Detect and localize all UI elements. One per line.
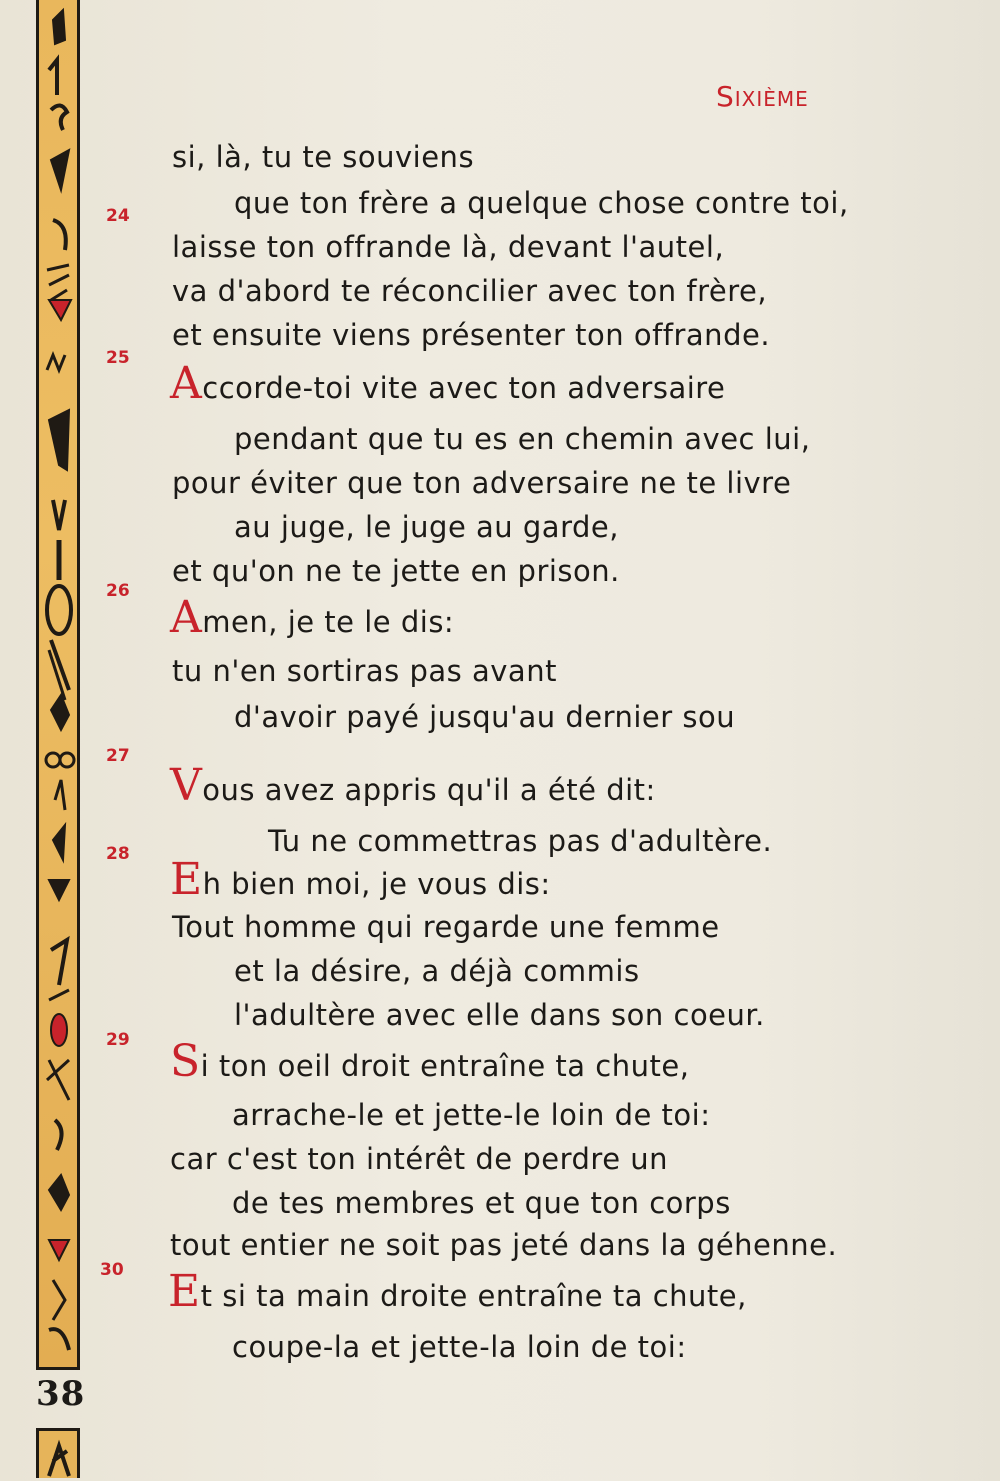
drop-initial: A xyxy=(170,592,203,643)
text-line: laisse ton offrande là, devant l'autel, xyxy=(172,230,725,264)
drop-initial: A xyxy=(170,358,203,409)
drop-initial: E xyxy=(168,1266,201,1317)
text-line: et ensuite viens présenter ton offrande. xyxy=(172,318,771,352)
page-number: 38 xyxy=(36,1374,86,1414)
text-line-with-initial xyxy=(170,1036,690,1087)
ornament-glyph-icon xyxy=(39,1431,83,1481)
text-line: tout entier ne soit pas jeté dans la géhenne. xyxy=(170,1228,838,1262)
text-line: tu n'en sortiras pas avant xyxy=(172,654,557,688)
text-line: que ton frère a quelque chose contre toi, xyxy=(234,186,849,220)
text-line: l'adultère avec elle dans son coeur. xyxy=(234,998,765,1032)
ornamental-border-bottom xyxy=(36,1428,80,1478)
text-line: et qu'on ne te jette en prison. xyxy=(172,554,620,588)
text-line: d'avoir payé jusqu'au dernier sou xyxy=(234,700,736,734)
verse-number: 30 xyxy=(100,1260,124,1280)
text-line: pour éviter que ton adversaire ne te livre xyxy=(172,466,792,500)
text-line: car c'est ton intérêt de perdre un xyxy=(170,1142,669,1176)
text-line: et la désire, a déjà commis xyxy=(234,954,640,988)
verse-number: 25 xyxy=(106,348,130,368)
text-line: arrache-le et jette-le loin de toi: xyxy=(232,1098,711,1132)
text-line: va d'abord te réconcilier avec ton frère, xyxy=(172,274,768,308)
text-line: i ton oeil droit entraîne ta chute, xyxy=(200,1049,690,1083)
text-line: si, là, tu te souviens xyxy=(172,140,475,174)
ornamental-border xyxy=(36,0,80,1370)
drop-initial: S xyxy=(170,1036,201,1087)
verse-number: 29 xyxy=(106,1030,130,1050)
text-line-with-initial xyxy=(170,358,726,409)
text-line-with-initial xyxy=(170,592,455,643)
text-line-with-initial xyxy=(170,854,551,905)
text-line-with-initial xyxy=(168,1266,747,1317)
text-line: ous avez appris qu'il a été dit: xyxy=(202,773,656,807)
drop-initial: E xyxy=(170,854,203,905)
text-line: de tes membres et que ton corps xyxy=(232,1186,731,1220)
drop-initial: V xyxy=(170,760,203,811)
verse-number: 27 xyxy=(106,746,130,766)
text-line: men, je te le dis: xyxy=(202,605,455,639)
text-line: Tu ne commettras pas d'adultère. xyxy=(268,824,773,858)
text-line: Tout homme qui regarde une femme xyxy=(172,910,720,944)
text-line: coupe-la et jette-la loin de toi: xyxy=(232,1330,687,1364)
verse-number: 28 xyxy=(106,844,130,864)
verse-number: 24 xyxy=(106,206,130,226)
verse-number: 26 xyxy=(106,581,130,601)
text-line: pendant que tu es en chemin avec lui, xyxy=(234,422,811,456)
text-line: t si ta main droite entraîne ta chute, xyxy=(200,1279,747,1313)
ornament-glyphs-icon xyxy=(39,0,83,1370)
text-line-with-initial xyxy=(170,760,656,811)
text-line: ccorde-toi vite avec ton adversaire xyxy=(202,371,726,405)
text-line: au juge, le juge au garde, xyxy=(234,510,619,544)
text-line: h bien moi, je vous dis: xyxy=(202,867,551,901)
section-header: Sixième xyxy=(716,80,809,113)
